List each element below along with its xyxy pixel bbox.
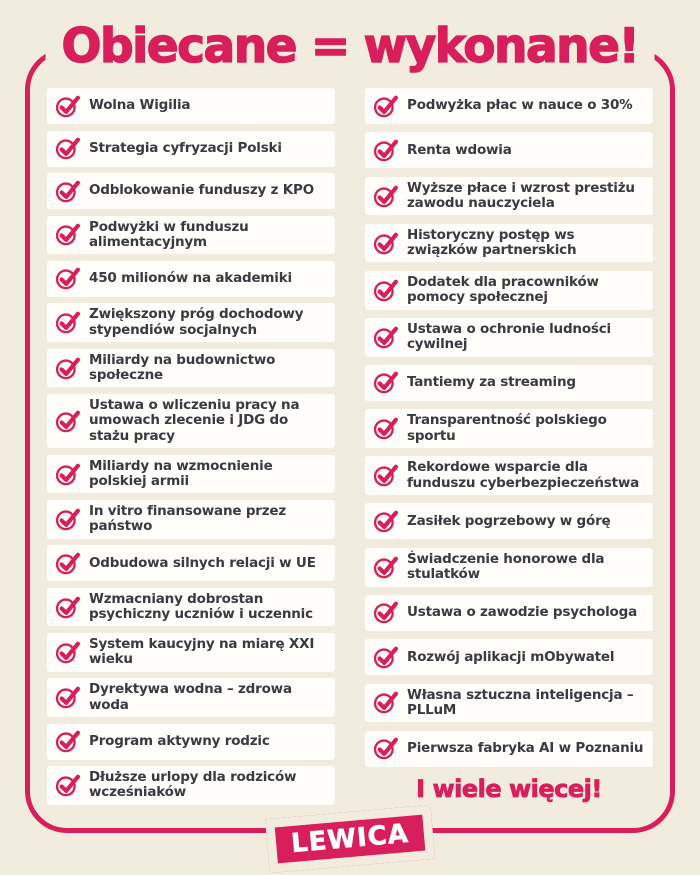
page-title: Obiecane = wykonane! [46, 16, 655, 77]
checklist-item [47, 678, 335, 717]
checklist-item [47, 588, 335, 627]
checklist-item-label: Wolna Wigilia [89, 97, 191, 114]
check-circle-icon [373, 600, 398, 625]
checklist-item-label: In vitro finansowane przez państwo [89, 502, 287, 535]
checklist-item [365, 88, 653, 124]
checklist-item [47, 261, 335, 297]
checklist-item [365, 365, 653, 401]
check-circle-icon [373, 736, 398, 761]
checklist-item-label: Pierwsza fabryka AI w Poznaniu [407, 739, 644, 756]
checklist-item [365, 684, 653, 723]
checklist-item-label: Ustawa o zawodzie psychologa [407, 604, 637, 621]
check-circle-icon [373, 184, 398, 209]
check-circle-icon [55, 595, 80, 620]
check-circle-icon [55, 94, 80, 119]
checklist-item [47, 394, 335, 448]
checklist-item-label: Historyczny postęp ws związków partnerskich [407, 226, 577, 259]
checklist-item [47, 545, 335, 581]
right-column [365, 88, 653, 805]
checklist-item-label: Miliardy na wzmocnienie polskiej armii [89, 457, 273, 489]
check-circle-icon [55, 136, 80, 161]
checklist-item [365, 224, 653, 263]
checklist-item-label: Dłuższe urlopy dla rodziców wcześniaków [89, 769, 297, 801]
checklist-item [47, 724, 335, 760]
checklist-item [365, 318, 653, 357]
checklist-item [365, 132, 653, 168]
checklist-item [47, 500, 335, 539]
checklist-item [47, 88, 335, 124]
check-circle-icon [373, 555, 398, 580]
check-circle-icon [373, 690, 398, 715]
checklist-item-label: Ustawa o wliczeniu pracy na umowach zlecenie i JDG do stażu pracy [89, 396, 300, 444]
checklist-item [47, 131, 335, 167]
checklist-item [365, 731, 653, 767]
checklist-item-label: Podwyżki w funduszu alimentacyjnym [89, 218, 249, 250]
checklist-item [365, 271, 653, 310]
check-circle-icon [373, 645, 398, 670]
checklist-item-label: Program aktywny rodzic [89, 732, 270, 749]
checklist-item-label: Wyższe płace i wzrost prestiżu zawodu nauczyciela [407, 179, 635, 212]
check-circle-icon [55, 551, 80, 576]
left-column [47, 88, 335, 805]
check-circle-icon [55, 773, 80, 798]
check-circle-icon [373, 325, 398, 350]
check-circle-icon [55, 310, 80, 335]
checklist-item-label: Zwiększony próg dochodowy stypendiów socjalnych [89, 306, 304, 338]
checklist-item-label: Transparentność polskiego sportu [407, 412, 607, 444]
checklist-item-label: Strategia cyfryzacji Polski [89, 139, 282, 156]
check-circle-icon [55, 356, 80, 381]
checklist-item-label: Własna sztuczna inteligencja – PLLuM [407, 686, 634, 718]
checklist-item-label: Dodatek dla pracowników pomocy społecznej [407, 273, 599, 306]
checklist-columns [47, 88, 653, 805]
checklist-item [365, 409, 653, 448]
checklist-item [365, 639, 653, 675]
check-circle-icon [373, 278, 398, 303]
checklist-item-label: Odbudowa silnych relacji w UE [89, 554, 316, 571]
check-circle-icon [55, 640, 80, 665]
check-circle-icon [373, 370, 398, 395]
checklist-item-label: Tantiemy za streaming [407, 374, 576, 391]
checklist-item-label: Wzmacniany dobrostan psychiczny uczniów i uczennic [89, 590, 313, 623]
check-circle-icon [373, 94, 398, 119]
check-circle-icon [55, 409, 80, 434]
checklist-item-label: Świadczenie honorowe dla stulatków [407, 550, 605, 583]
checklist-item-label: System kaucyjny na miarę XXI wieku [89, 636, 315, 668]
checklist-item [365, 456, 653, 495]
checklist-item [47, 303, 335, 342]
check-circle-icon [373, 416, 398, 441]
check-circle-icon [373, 138, 398, 163]
checklist-item-label: Zasiłek pogrzebowy w górę [407, 512, 611, 529]
checklist-item [47, 349, 335, 388]
checklist-item [47, 173, 335, 209]
check-circle-icon [55, 222, 80, 247]
check-circle-icon [55, 507, 80, 532]
checklist-item [47, 633, 335, 672]
checklist-item [47, 455, 335, 494]
more-text: I wiele więcej! [416, 774, 602, 803]
checklist-item-label: Rekordowe wsparcie dla funduszu cyberbezpieczeństwa [407, 459, 640, 491]
check-circle-icon [373, 463, 398, 488]
checklist-item-label: Renta wdowia [407, 141, 512, 158]
check-circle-icon [55, 462, 80, 487]
checklist-item-label: Dyrektywa wodna – zdrowa woda [89, 681, 292, 713]
checklist-item-label: Ustawa o ochronie ludności cywilnej [407, 320, 611, 353]
checklist-item-label: Rozwój aplikacji mObywatel [407, 648, 615, 665]
checklist-item [47, 766, 335, 805]
checklist-item [365, 177, 653, 216]
checklist-item [47, 216, 335, 255]
checklist-item-label: Podwyżka płac w nauce o 30% [407, 97, 633, 114]
check-circle-icon [55, 729, 80, 754]
check-circle-icon [55, 179, 80, 204]
checklist-item [365, 503, 653, 539]
check-circle-icon [373, 231, 398, 256]
checklist-item [365, 548, 653, 587]
check-circle-icon [373, 509, 398, 534]
check-circle-icon [55, 685, 80, 710]
checklist-item-label: Miliardy na budownictwo społeczne [89, 351, 276, 384]
checklist-item [365, 595, 653, 631]
lewica-logo-text: LEWICA [289, 818, 411, 860]
check-circle-icon [55, 266, 80, 291]
checklist-item-label: Odblokowanie funduszy z KPO [89, 182, 315, 199]
checklist-item-label: 450 milionów na akademiki [89, 270, 292, 287]
